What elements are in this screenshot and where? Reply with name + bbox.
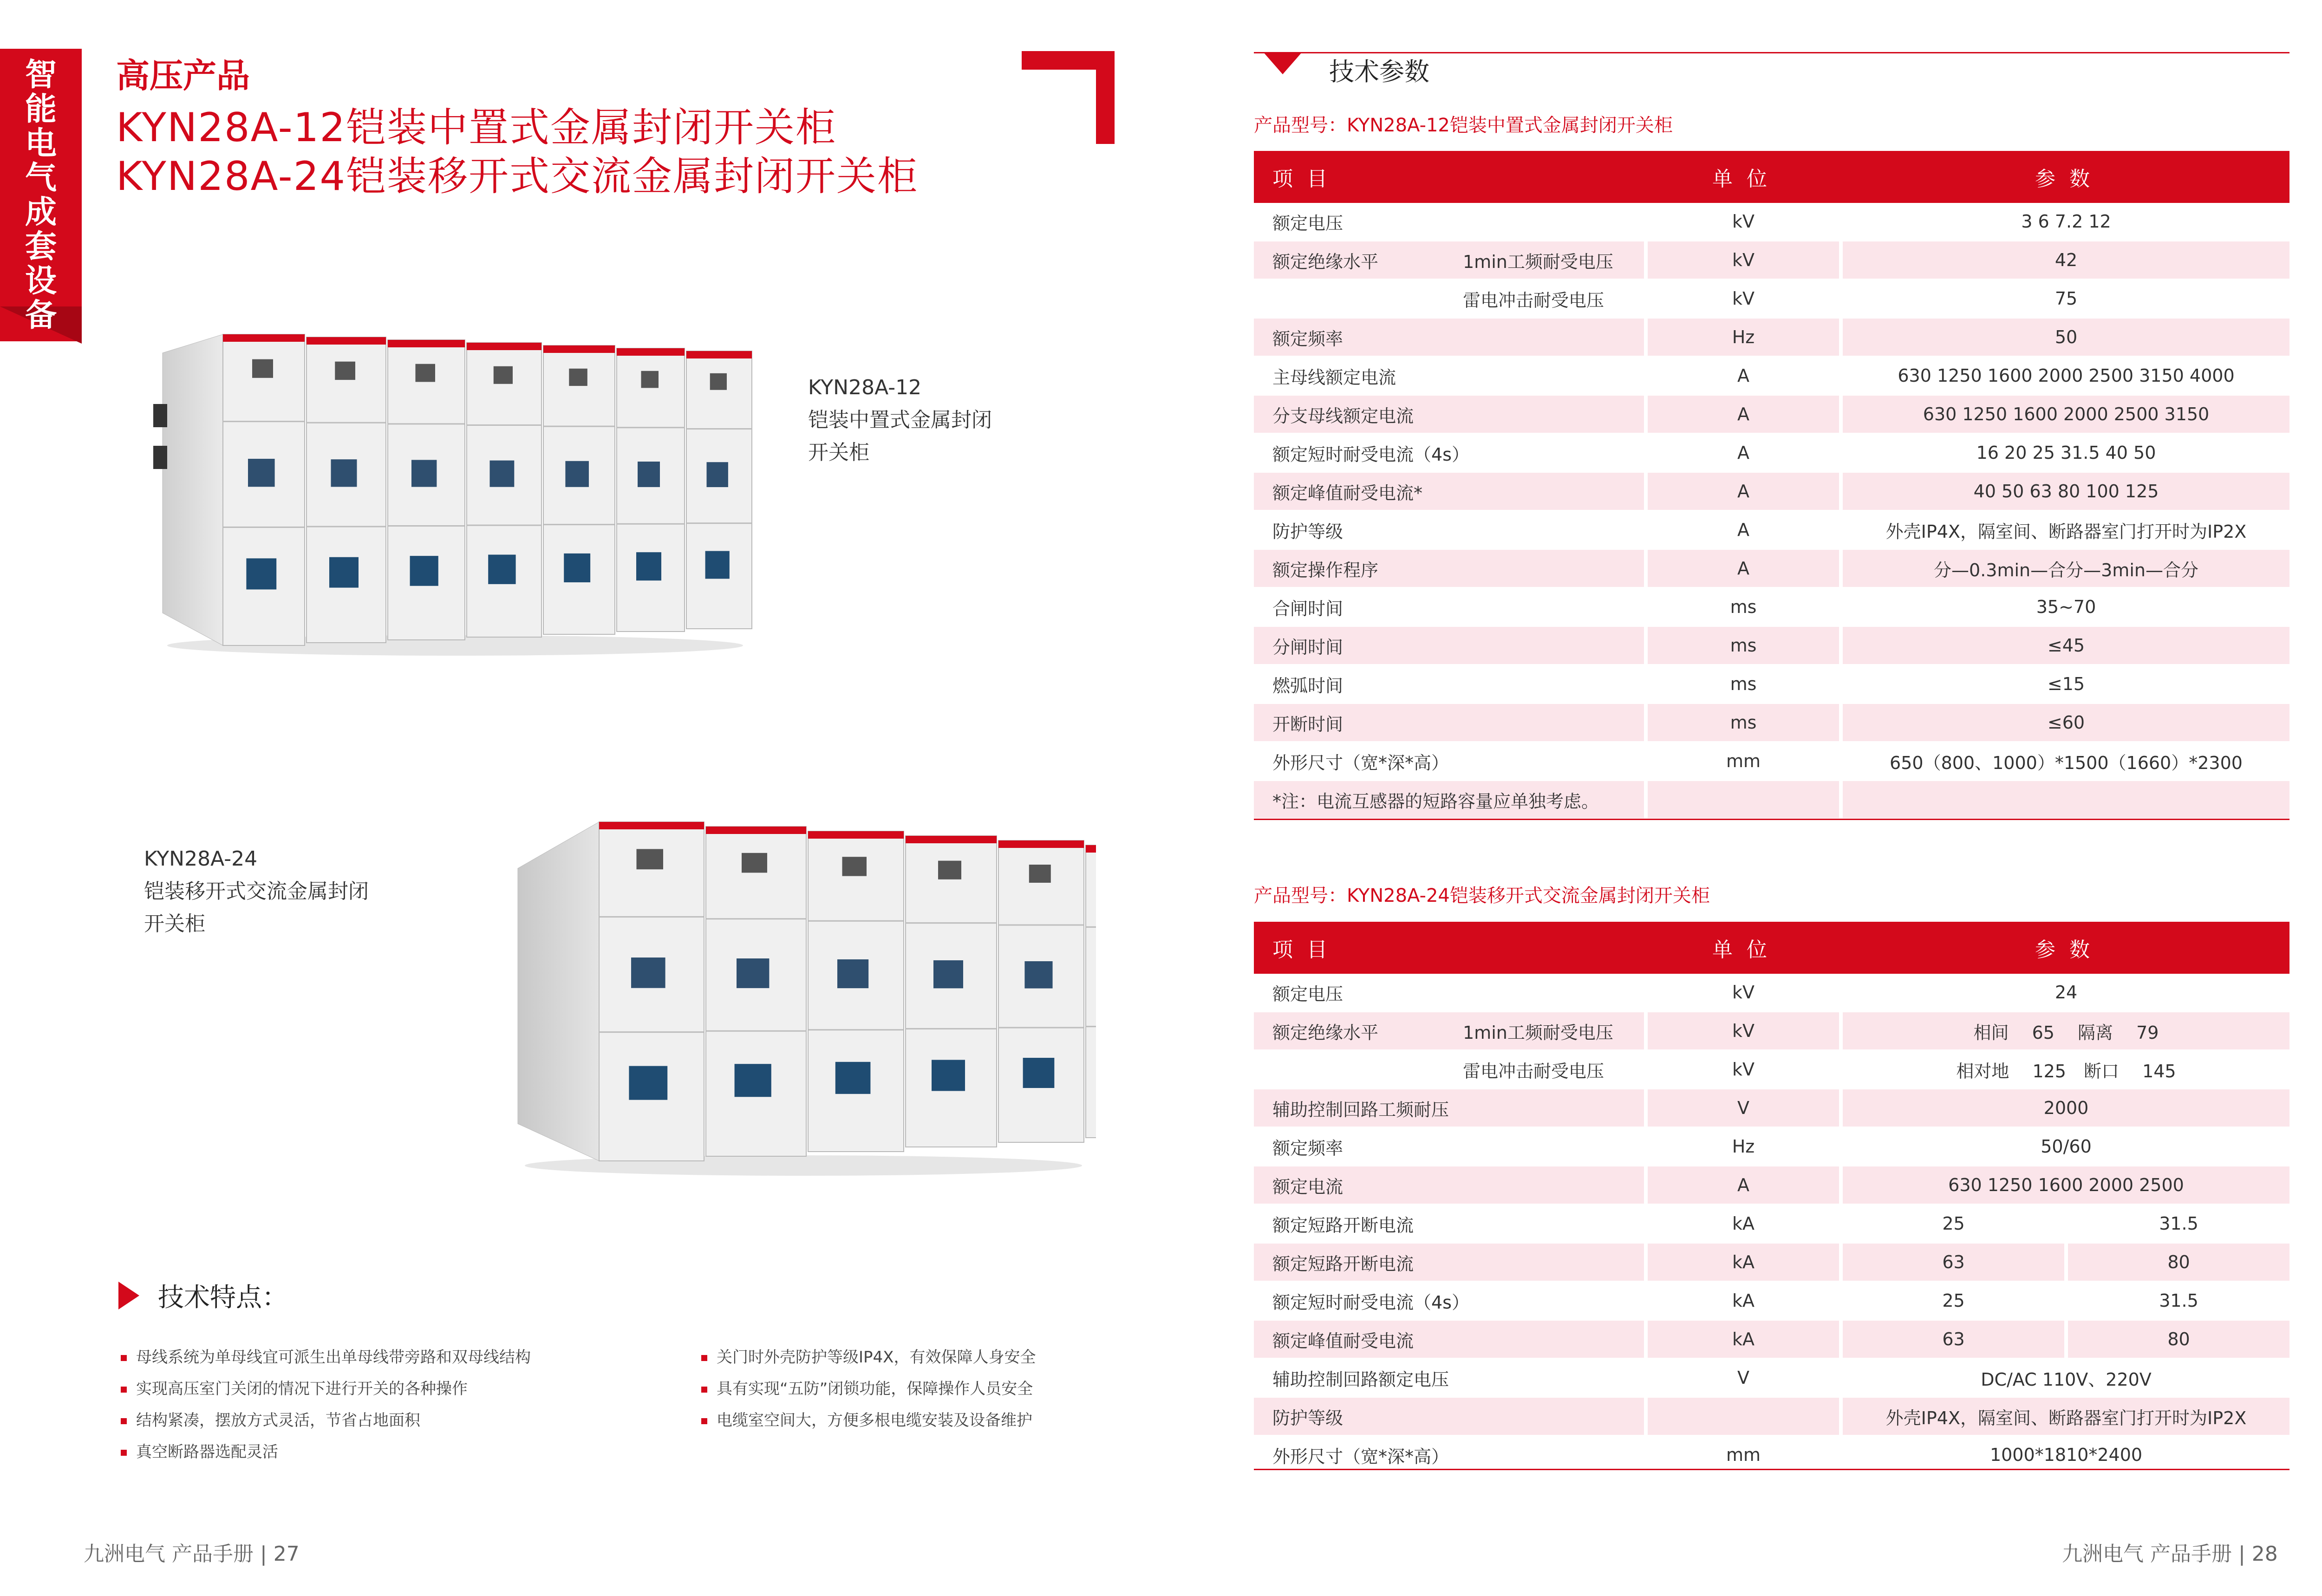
spec-item: 燃弧时间 [1272,675,1344,696]
table-row [1254,974,2289,1012]
table-row [1254,1051,2289,1089]
table-row [1254,319,2289,357]
table-row [1254,434,2289,473]
spec-item-cell [1254,1282,1644,1321]
feature-item [121,1376,468,1399]
table1-header-value: 参 数 [1839,151,2289,203]
side-tab-char: 成 [25,194,58,231]
spec-item-cell [1254,743,1644,781]
spec-item: 额定短路开断电流 [1272,1253,1414,1274]
section-title: 技术参数 [1329,57,1429,86]
spec-item-cell [1254,550,1644,588]
spec-item-cell [1254,357,1644,396]
spec-unit: mm [1644,743,1839,781]
spec-item: 额定峰值耐受电流* [1272,482,1423,503]
table-row [1254,1398,2289,1436]
table-row [1254,203,2289,241]
feature-text: 关门时外壳防护等级IP4X，有效保障人身安全 [717,1348,1036,1367]
spec-value: ≤15 [1839,665,2289,704]
spec-item: 额定绝缘水平 [1272,251,1379,272]
spec-unit: kA [1644,1321,1839,1359]
side-tab-label [20,58,62,333]
spec-item: *注：电流互感器的短路容量应单独考虑。 [1272,791,1599,812]
table1-header-item: 项 目 [1254,151,1644,203]
corner-mark [1022,51,1115,144]
spec-item-cell [1254,627,1644,665]
spec-value-2: 80 [2064,1244,2289,1282]
cabinet1-desc1: 铠装中置式金属封闭 [808,408,992,432]
spec-item-cell [1254,1205,1644,1244]
spec-unit: ms [1644,588,1839,627]
spec-value: 相对地 125 断口 145 [1839,1051,2289,1089]
table2-header-item: 项 目 [1254,922,1644,974]
table-row [1254,357,2289,396]
table-row [1254,665,2289,704]
feature-text: 真空断路器选配灵活 [136,1443,278,1461]
spec-value: 650（800、1000）*1500（1660）*2300 [1839,743,2289,781]
spec-value: 35~70 [1839,588,2289,627]
spec-unit: kV [1644,203,1839,241]
spec-sub-item: 雷电冲击耐受电压 [1463,1061,1605,1081]
spec-value: 50/60 [1839,1128,2289,1166]
product-title-2: KYN28A-24铠装移开式交流金属封闭开关柜 [116,153,919,200]
cabinet-kyn28a-24-image [515,817,1096,1179]
spec-item: 额定电流 [1272,1176,1344,1197]
spec-value: 630 1250 1600 2000 2500 3150 [1839,396,2289,434]
spec-value: 42 [1839,241,2289,280]
spec-value: 630 1250 1600 2000 2500 3150 4000 [1839,357,2289,396]
spec-value: 75 [1839,280,2289,319]
cabinet-kyn28a-12-image [149,325,752,659]
cabinet2-desc1: 铠装移开式交流金属封闭 [144,879,369,903]
features-title: 技术特点： [158,1283,288,1313]
cabinet1-model: KYN28A-12 [808,376,922,399]
cabinet1-caption [808,371,992,469]
spec-value-2: 80 [2064,1321,2289,1359]
spec-item-cell [1254,396,1644,434]
feature-text: 电缆室空间大，方便多根电缆安装及设备维护 [717,1411,1032,1430]
table-row [1254,1321,2289,1359]
table-row [1254,1359,2289,1398]
cabinet2-desc2: 开关柜 [144,912,205,936]
spec-value-2: 31.5 [2064,1205,2289,1244]
spec-item: 额定短时耐受电流（4s） [1272,1292,1469,1313]
feature-item [701,1376,1033,1399]
spec-unit: V [1644,1089,1839,1128]
features-arrow-icon [118,1282,142,1309]
spec-item: 额定频率 [1272,1138,1344,1159]
spec-value: ≤45 [1839,627,2289,665]
feature-item [701,1344,1036,1367]
side-tab-char: 智 [25,57,58,93]
bullet-icon [701,1355,707,1361]
table-row [1254,781,2289,820]
spec-value: 外壳IP4X，隔室间、断路器室门打开时为IP2X [1839,511,2289,550]
spec-value [1839,781,2289,820]
spec-item-cell [1254,974,1644,1012]
table-row [1254,550,2289,588]
spec-table-kyn28a-24 [1254,922,2289,1475]
spec-item: 外形尺寸（宽*深*高） [1272,1446,1449,1467]
spec-item: 外形尺寸（宽*深*高） [1272,752,1449,773]
feature-text: 母线系统为单母线宜可派生出单母线带旁路和双母线结构 [136,1348,531,1367]
spec-value: 16 20 25 31.5 40 50 [1839,434,2289,473]
spec-unit: V [1644,1359,1839,1398]
spec-value: 630 1250 1600 2000 2500 [1839,1166,2289,1205]
spec-unit: mm [1644,1436,1839,1475]
spec-item-cell [1254,241,1644,280]
spec-unit: ms [1644,665,1839,704]
spec-unit: ms [1644,627,1839,665]
spec-value-1: 25 [1839,1205,2064,1244]
table1-bottom-rule [1254,819,2289,820]
spec-value: ≤60 [1839,704,2289,743]
spec-item: 辅助控制回路额定电压 [1272,1369,1449,1390]
spec-item-cell [1254,203,1644,241]
spec-item-cell [1254,1166,1644,1205]
spec-value: 分—0.3min—合分—3min—合分 [1839,550,2289,588]
table-row [1254,473,2289,511]
footer-right: 九洲电气 产品手册 | 28 [2062,1542,2278,1566]
spec-item: 辅助控制回路工频耐压 [1272,1099,1449,1120]
spec-value: 2000 [1839,1089,2289,1128]
spec-item-cell [1254,1244,1644,1282]
spec-item-cell [1254,473,1644,511]
spec-unit: kV [1644,1012,1839,1051]
spec-item: 额定操作程序 [1272,560,1379,580]
bullet-icon [121,1387,127,1393]
spec-unit: A [1644,550,1839,588]
footer-left: 九洲电气 产品手册 | 27 [84,1542,300,1566]
feature-text: 结构紧凑，摆放方式灵活，节省占地面积 [136,1411,420,1430]
spec-item-cell [1254,1398,1644,1436]
product-title-1: KYN28A-12铠装中置式金属封闭开关柜 [116,104,837,151]
bullet-icon [121,1418,127,1424]
table-row [1254,627,2289,665]
spec-unit: kA [1644,1282,1839,1321]
spec-item: 额定峰值耐受电流 [1272,1330,1414,1351]
feature-item [121,1407,420,1430]
spec-item: 额定短时耐受电流（4s） [1272,444,1469,465]
spec-item-cell [1254,665,1644,704]
table-row [1254,1128,2289,1166]
spec-unit: kA [1644,1205,1839,1244]
spec-item-cell [1254,704,1644,743]
side-tab-char: 能 [25,91,58,128]
spec-item: 分闸时间 [1272,637,1344,658]
spec-item-cell [1254,1089,1644,1128]
table-row [1254,1166,2289,1205]
spec-item: 开断时间 [1272,714,1344,735]
table-row [1254,1089,2289,1128]
spec-item-cell [1254,319,1644,357]
feature-text: 实现高压室门关闭的情况下进行开关的各种操作 [136,1380,468,1398]
spec-unit: Hz [1644,319,1839,357]
bullet-icon [701,1418,707,1424]
spec-item-cell [1254,1321,1644,1359]
spec-item-cell [1254,588,1644,627]
spec-value: 50 [1839,319,2289,357]
spec-sub-item: 雷电冲击耐受电压 [1463,290,1605,311]
spec-value-1: 25 [1839,1282,2064,1321]
spec-unit: A [1644,1166,1839,1205]
spec-unit [1644,1398,1839,1436]
spec-unit: A [1644,434,1839,473]
spec-value: 外壳IP4X，隔室间、断路器室门打开时为IP2X [1839,1398,2289,1436]
table-row [1254,1244,2289,1282]
spec-unit: kV [1644,241,1839,280]
spec-unit: ms [1644,704,1839,743]
spec-item: 额定频率 [1272,328,1344,349]
cabinet1-desc2: 开关柜 [808,441,869,464]
table1-model-label: 产品型号：KYN28A-12铠装中置式金属封闭开关柜 [1254,115,1673,136]
spec-item-cell [1254,781,1644,820]
spec-item: 主母线额定电流 [1272,367,1396,388]
spec-item-cell [1254,511,1644,550]
spec-value: 24 [1839,974,2289,1012]
table-row [1254,1012,2289,1051]
spec-unit: A [1644,473,1839,511]
cabinet2-caption [144,843,369,940]
table-row [1254,704,2289,743]
spec-unit: kV [1644,974,1839,1012]
table-row [1254,1205,2289,1244]
spec-value: 3 6 7.2 12 [1839,203,2289,241]
table-row [1254,396,2289,434]
side-tab-char: 气 [25,160,58,196]
spec-unit: kA [1644,1244,1839,1282]
spec-unit: A [1644,357,1839,396]
spec-item-cell [1254,280,1644,319]
spec-value-1: 63 [1839,1321,2064,1359]
feature-item [701,1407,1032,1430]
spec-unit: kV [1644,280,1839,319]
spec-item: 额定电压 [1272,984,1344,1004]
spec-item: 分支母线额定电流 [1272,405,1414,426]
feature-text: 具有实现“五防”闭锁功能，保障操作人员安全 [717,1380,1033,1398]
table2-bottom-rule [1254,1469,2289,1470]
table-row [1254,743,2289,781]
spec-item: 额定电压 [1272,213,1344,234]
cabinet2-model: KYN28A-24 [144,847,258,871]
spec-value-1: 63 [1839,1244,2064,1282]
section-triangle-icon [1263,52,1302,74]
spec-unit [1644,781,1839,820]
spec-item: 额定短路开断电流 [1272,1215,1414,1236]
spec-sub-item: 1min工频耐受电压 [1463,251,1613,272]
spec-unit: kV [1644,1051,1839,1089]
spec-item-cell [1254,1359,1644,1398]
spec-value: DC/AC 110V、220V [1839,1359,2289,1398]
spec-table-kyn28a-12 [1254,151,2289,820]
feature-item [121,1439,278,1462]
table1-header-unit: 单 位 [1644,151,1839,203]
spec-unit: A [1644,511,1839,550]
spec-unit: Hz [1644,1128,1839,1166]
table-row [1254,280,2289,319]
spec-item-cell [1254,1051,1644,1089]
bullet-icon [121,1450,127,1456]
spec-item-cell [1254,1012,1644,1051]
table2-model-label: 产品型号：KYN28A-24铠装移开式交流金属封闭开关柜 [1254,885,1710,906]
side-tab-char: 设 [25,263,58,300]
table2-header-value: 参 数 [1839,922,2289,974]
spec-item-cell [1254,434,1644,473]
feature-item [121,1344,531,1367]
spec-unit: A [1644,396,1839,434]
spec-item: 防护等级 [1272,1407,1344,1428]
side-tab-char: 套 [25,228,58,265]
table-row [1254,1282,2289,1321]
spec-item: 额定绝缘水平 [1272,1022,1379,1043]
spec-value: 40 50 63 80 100 125 [1839,473,2289,511]
table-row [1254,511,2289,550]
bullet-icon [121,1355,127,1361]
spec-sub-item: 1min工频耐受电压 [1463,1022,1613,1043]
side-tab-char: 电 [25,125,58,162]
table-row [1254,588,2289,627]
spec-item-cell [1254,1128,1644,1166]
table2-header-unit: 单 位 [1644,922,1839,974]
side-tab-char: 备 [25,297,58,334]
table-row [1254,241,2289,280]
spec-item: 防护等级 [1272,521,1344,542]
spec-value: 相间 65 隔离 79 [1839,1012,2289,1051]
bullet-icon [701,1387,707,1393]
category-title: 高压产品 [116,56,250,95]
spec-item: 合闸时间 [1272,598,1344,619]
spec-value: 1000*1810*2400 [1839,1436,2289,1475]
spec-value-2: 31.5 [2064,1282,2289,1321]
